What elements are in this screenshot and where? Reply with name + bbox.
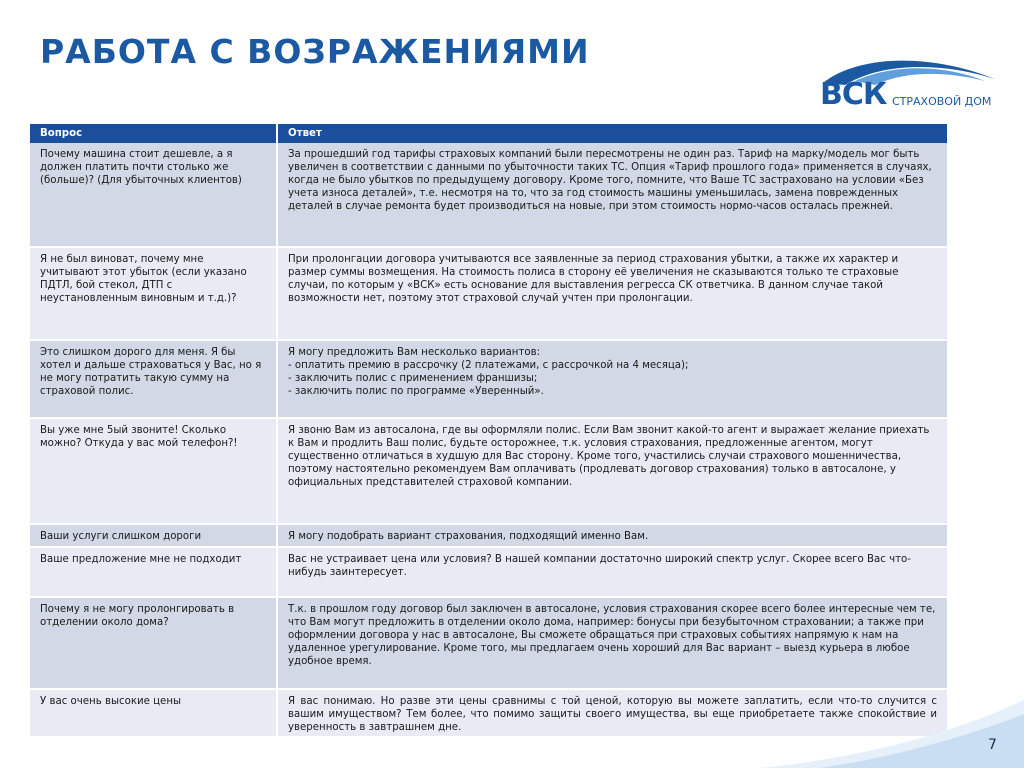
column-header-question: Вопрос — [30, 124, 277, 143]
question-cell: Это слишком дорого для меня. Я бы хотел и дальше страховаться у Вас, но я не могу потратить такую сумму на страховой полис. — [30, 340, 277, 418]
answer-line: - оплатить премию в рассрочку (2 платежами, с рассрочкой на 4 месяца); — [288, 360, 689, 371]
table-row — [30, 597, 948, 689]
answer-cell: За прошедший год тарифы страховых компаний были пересмотрены не один раз. Тариф на марку/модель мог быть увеличен в соответствии с данными по убыточности таких ТС. Опция «Тариф прошлого года» применяется в случаях, когда не было убытков по предыдущему договору. Кроме того, помните, что Ваше ТС застраховано на условии «Без учета износа деталей», т.е. несмотря на то, что за год стоимость машины уменьшилась, замена поврежденных деталей в случае ремонта будет производиться на новые, при этом стоимость нормо-часов осталась прежней. — [277, 143, 948, 247]
question-cell: Ваши услуги слишком дороги — [30, 524, 277, 547]
question-cell: Почему я не могу пролонгировать в отделении около дома? — [30, 597, 277, 689]
answer-line: - заключить полис с применением франшизы; — [288, 373, 538, 384]
page-number: 7 — [988, 737, 997, 753]
page-title: РАБОТА С ВОЗРАЖЕНИЯМИ — [40, 32, 590, 71]
question-cell: Ваше предложение мне не подходит — [30, 547, 277, 597]
answer-cell: Я звоню Вам из автосалона, где вы оформляли полис. Если Вам звонит какой-то агент и выражает желание приехать к Вам и продлить Ваш полис, будьте осторожнее, т.к. условия страхования, предложенные агентом, могут существенно отличаться в худшую для Вас сторону. Кроме того, участились случаи страхового мошенничества, поэтому настоятельно рекомендуем Вам оплачивать (продлевать договор страхования) только в автосалоне, у официальных представителей страховой компании. — [277, 418, 948, 524]
table-row — [30, 418, 948, 524]
answer-cell: Я вас понимаю. Но разве эти цены сравнимы с той ценой, которую вы можете заплатить, если что-то случится с вашим имуществом? Тем более, что помимо защиты своего имущества, вы еще приобретаете также спокойствие и уверенность в завтрашнем дне. — [277, 689, 948, 737]
table-row — [30, 340, 948, 418]
question-cell: Я не был виноват, почему мне учитывают этот убыток (если указано ПДТЛ, бой стекол, ДТП с неустановленным виновным и т.д.)? — [30, 247, 277, 340]
table-header-row — [30, 124, 948, 143]
answer-cell: Вас не устраивает цена или условия? В нашей компании достаточно широкий спектр услуг. Скорее всего Вас что-нибудь заинтересует. — [277, 547, 948, 597]
vsk-logo — [815, 55, 1005, 115]
answer-cell: Я могу подобрать вариант страхования, подходящий именно Вам. — [277, 524, 948, 547]
answer-cell — [277, 340, 948, 418]
question-cell: У вас очень высокие цены — [30, 689, 277, 737]
logo-brand: ВСК — [820, 77, 887, 112]
table-row — [30, 524, 948, 547]
answer-cell: Т.к. в прошлом году договор был заключен в автосалоне, условия страхования скорее всего более интересные чем те, что Вам могут предложить в отделении около дома, например: бонусы при безубыточном страховании; а также при оформлении договора у нас в автосалоне, Вы сможете обращаться при страховых событиях напрямую к нам на удаленное урегулирование. Кроме того, мы предлагаем очень хороший для Вас вариант – выезд курьера в любое удобное время. — [277, 597, 948, 689]
answer-cell: При пролонгации договора учитываются все заявленные за период страхования убытки, а также их характер и размер суммы возмещения. На стоимость полиса в сторону её увеличения не сказываются только те страховые случаи, по которым у «ВСК» есть основание для выставления регресса СК ответчика. В данном случае такой возможности нет, поэтому этот страховой случай учтен при пролонгации. — [277, 247, 948, 340]
objections-table — [30, 124, 949, 738]
answer-line: Я могу предложить Вам несколько вариантов: — [288, 347, 541, 358]
logo-subtitle: СТРАХОВОЙ ДОМ — [892, 95, 992, 108]
table-row — [30, 547, 948, 597]
answer-line: - заключить полис по программе «Уверенный». — [288, 386, 544, 397]
decorative-wave-icon — [760, 700, 1024, 768]
table-row — [30, 247, 948, 340]
column-header-answer: Ответ — [277, 124, 948, 143]
table-row — [30, 143, 948, 247]
question-cell: Почему машина стоит дешевле, а я должен платить почти столько же (больше)? (Для убыточных клиентов) — [30, 143, 277, 247]
question-cell: Вы уже мне 5ый звоните! Сколько можно? Откуда у вас мой телефон?! — [30, 418, 277, 524]
